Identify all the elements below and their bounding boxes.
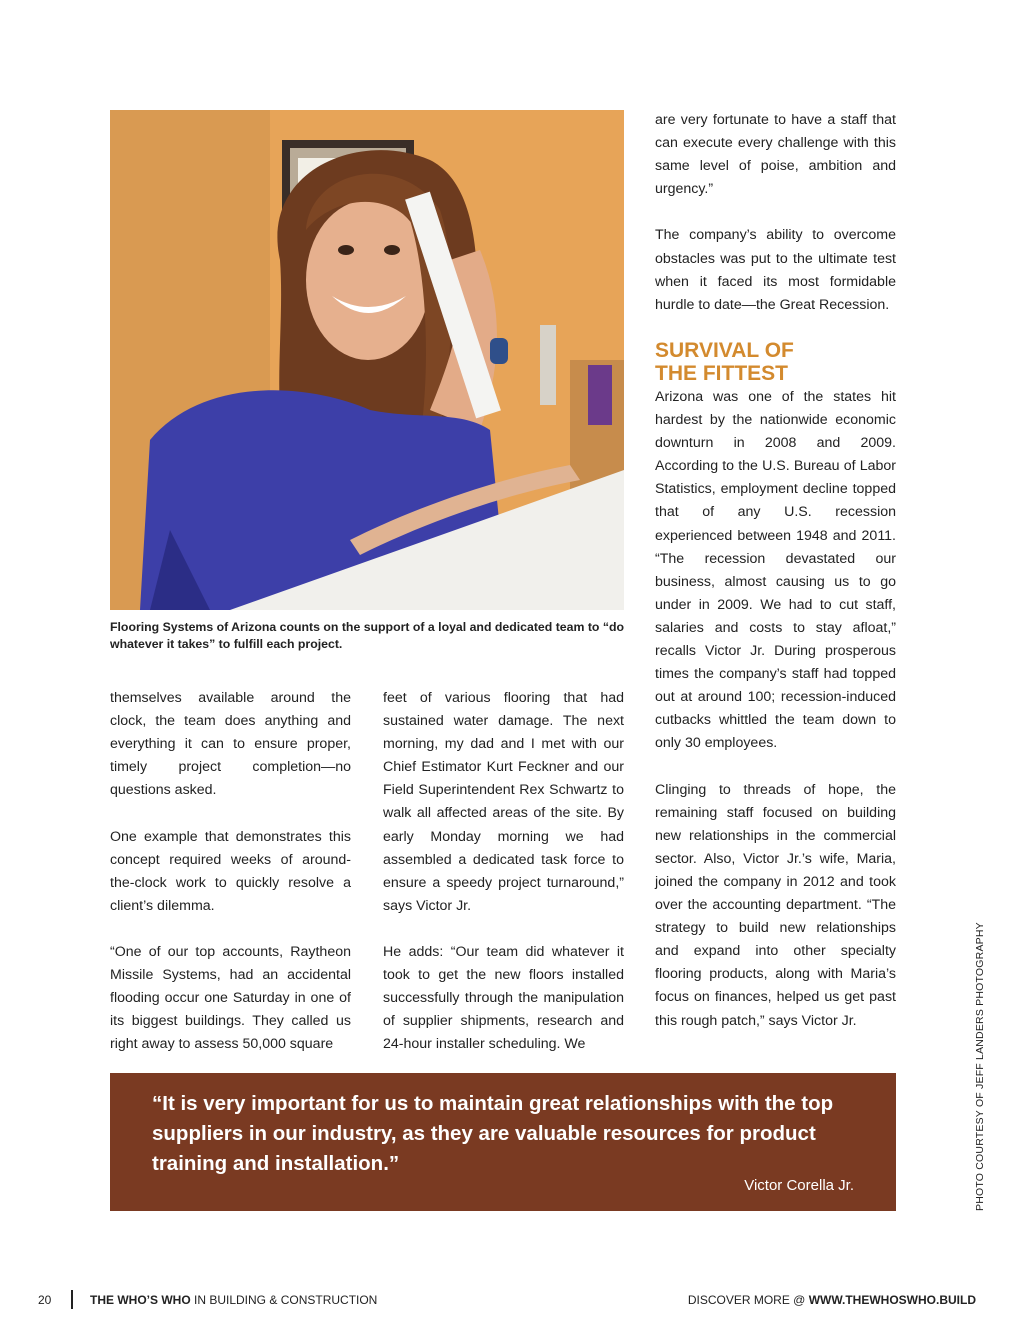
publication-name-bold: THE WHO’S WHO	[90, 1293, 191, 1307]
publication-name	[90, 1293, 377, 1307]
publication-name-rest: IN BUILDING & CONSTRUCTION	[190, 1293, 378, 1307]
paragraph: The company’s ability to overcome obstacles was put to the ultimate test when it faced its most formidable hurdle to date—the Great Recession.	[655, 227, 896, 313]
article-column-3-top	[655, 109, 896, 317]
pull-quote-attribution: Victor Corella Jr.	[744, 1177, 854, 1194]
discover-more	[688, 1293, 976, 1307]
section-heading-line-1: SURVIVAL OF	[655, 339, 794, 362]
section-heading-line-2: THE FITTEST	[655, 362, 788, 385]
paragraph: themselves available around the clock, the team does anything and everything it can to ensure proper, timely project completion—no questions asked.	[110, 690, 351, 799]
discover-label: DISCOVER MORE @	[687, 1293, 809, 1307]
photo-caption: Flooring Systems of Arizona counts on the support of a loyal and dedicated team to “do whatever it takes” to fulfill each project.	[110, 620, 625, 651]
pull-quote	[110, 1073, 896, 1211]
pull-quote-text: “It is very important for us to maintain great relationships with the top suppliers in our industry, as they are valuable resources for product training and installation.”	[152, 1092, 834, 1175]
page-number: 20	[38, 1293, 52, 1307]
article-photo	[110, 110, 624, 610]
paragraph: are very fortunate to have a staff that can execute every challenge with this same level of poise, ambition and urgency.”	[655, 112, 896, 198]
paragraph: Arizona was one of the states hit hardest by the nationwide economic downturn in 2008 and 2009. According to the U.S. Bureau of Labor Statistics, employment decline topped that of any U.S. recession experienced between 1948 and 2011. “The recession devastated our business, almost causing us to go under in 2009. We had to cut staff, salaries and costs to stay afloat,” recalls Victor Jr. During prosperous times the company’s staff had topped out at around 100; recession-induced cutbacks whittled the team down to only 30 employees.	[655, 389, 896, 752]
paragraph: One example that demonstrates this concept required weeks of around-the-clock work to quickly resolve a client’s dilemma.	[110, 828, 351, 914]
section-heading	[655, 339, 896, 385]
website-link[interactable]: WWW.THEWHOSWHO.BUILD	[808, 1293, 976, 1307]
photo-credit: PHOTO COURTESY OF JEFF LANDERS PHOTOGRAPHY	[974, 922, 986, 1211]
article-column-3-bottom	[655, 386, 896, 1033]
article-column-2	[383, 687, 624, 1057]
footer-divider	[71, 1290, 73, 1309]
paragraph: “One of our top accounts, Raytheon Missile Systems, had an accidental flooding occur one Saturday in one of its biggest buildings. They called us right away to assess 50,000 square	[110, 944, 351, 1053]
article-column-1	[110, 687, 351, 1057]
paragraph: feet of various flooring that had sustained water damage. The next morning, my dad and I met with our Chief Estimator Kurt Feckner and our Field Superintendent Rex Schwartz to walk all affected areas of the site. By early Monday morning we had assembled a dedicated task force to ensure a speedy project turnaround,” says Victor Jr.	[383, 690, 624, 914]
paragraph: Clinging to threads of hope, the remaining staff focused on building new relationships in the commercial sector. Also, Victor Jr.’s wife, Maria, joined the company in 2012 and took over the accounting department. “The strategy to build new relationships and expand into other specialty flooring products, along with Maria’s focus on finances, helped us get past this rough patch,” says Victor Jr.	[655, 781, 896, 1029]
paragraph: He adds: “Our team did whatever it took to get the new floors installed successfully through the manipulation of supplier shipments, research and 24-hour installer scheduling. We	[383, 944, 624, 1053]
